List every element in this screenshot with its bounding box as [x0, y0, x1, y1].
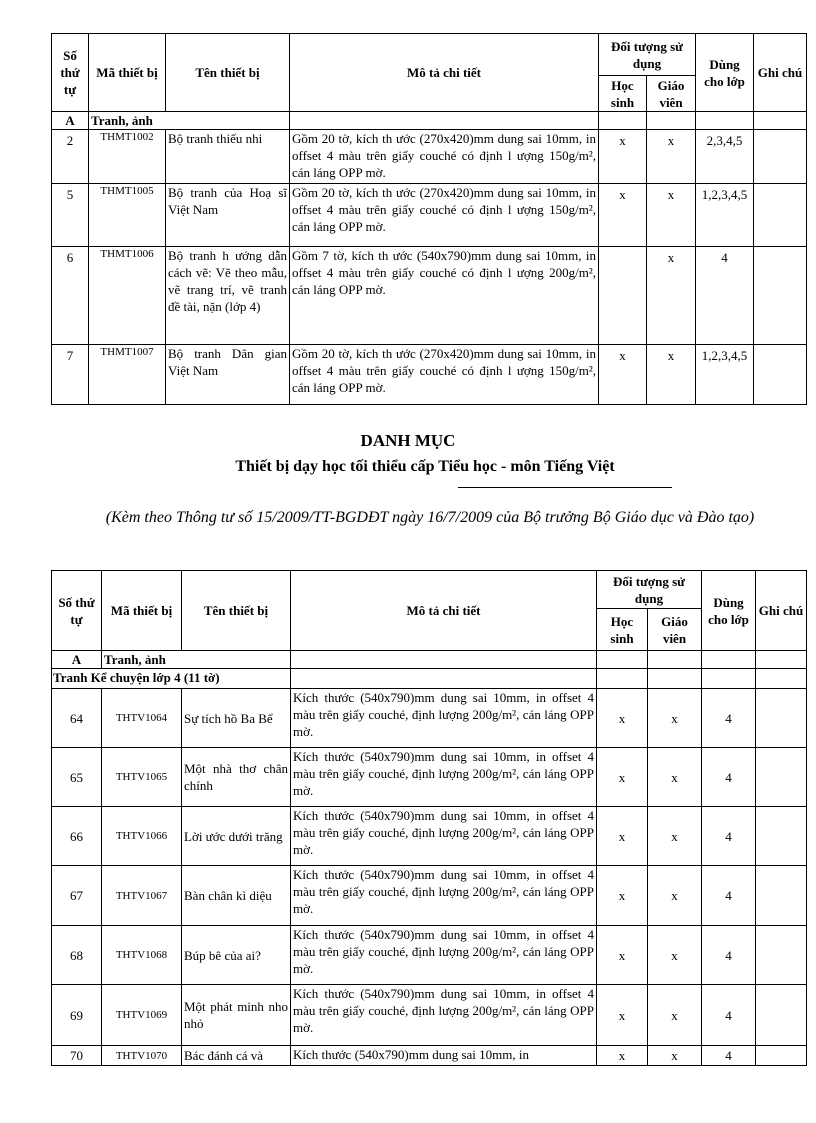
equipment-description: Kích thước (540x790)mm dung sai 10mm, in — [291, 1046, 597, 1066]
row-number: 67 — [52, 866, 102, 926]
equipment-description: Kích thước (540x790)mm dung sai 10mm, in offset 4 màu trên giấy couché, định lượng 200g/m², cán láng OPP mờ. — [291, 748, 597, 807]
header-teacher: Giáo viên — [648, 609, 702, 651]
row-number: 64 — [52, 689, 102, 748]
circular-reference-note: (Kèm theo Thông tư số 15/2009/TT-BGDĐT ngày 16/7/2009 của Bộ trưởng Bộ Giáo dục và Đào tạo) — [105, 509, 755, 526]
note-cell — [756, 807, 807, 866]
teacher-mark: x — [648, 926, 702, 985]
note-cell — [756, 866, 807, 926]
equipment-description: Gồm 7 tờ, kích th ước (540x790)mm dung sai 10mm, in offset 4 màu trên giấy couché có định l ượng 200g/m², cán láng OPP mờ. — [290, 247, 599, 345]
equipment-name: Bác đánh cá và — [182, 1046, 291, 1066]
header-stt: Số thứ tự — [52, 34, 89, 112]
group-row — [52, 669, 807, 689]
header-users: Đối tượng sử dụng — [599, 34, 696, 76]
equipment-code: THTV1069 — [102, 985, 182, 1046]
student-mark: x — [597, 807, 648, 866]
table-row — [52, 247, 807, 345]
equipment-description: Kích thước (540x790)mm dung sai 10mm, in offset 4 màu trên giấy couché, định lượng 200g/m², cán láng OPP mờ. — [291, 866, 597, 926]
table-row — [52, 184, 807, 247]
equipment-code: THTV1066 — [102, 807, 182, 866]
header-desc: Mô tả chi tiết — [290, 34, 599, 112]
equipment-name: Lời ước dưới trăng — [182, 807, 291, 866]
section-letter: A — [52, 112, 89, 130]
equipment-description: Kích thước (540x790)mm dung sai 10mm, in offset 4 màu trên giấy couché, định lượng 200g/m², cán láng OPP mờ. — [291, 926, 597, 985]
title-underline — [458, 487, 672, 488]
grade-level: 4 — [702, 926, 756, 985]
teacher-mark: x — [647, 345, 696, 405]
document-subtitle: Thiết bị dạy học tối thiểu cấp Tiểu học - môn Tiếng Việt — [235, 458, 615, 475]
section-row — [52, 112, 807, 130]
grade-level: 4 — [702, 748, 756, 807]
header-name: Tên thiết bị — [166, 34, 290, 112]
student-mark: x — [597, 926, 648, 985]
grade-level: 1,2,3,4,5 — [696, 184, 754, 247]
student-mark: x — [597, 748, 648, 807]
equipment-name: Bộ tranh của Hoạ sĩ Việt Nam — [166, 184, 290, 247]
row-number: 6 — [52, 247, 89, 345]
table-row — [52, 130, 807, 184]
row-number: 2 — [52, 130, 89, 184]
student-mark: x — [597, 985, 648, 1046]
table-row — [52, 866, 807, 926]
student-mark: x — [597, 689, 648, 748]
row-number: 7 — [52, 345, 89, 405]
teacher-mark: x — [648, 985, 702, 1046]
equipment-description: Gồm 20 tờ, kích th ước (270x420)mm dung sai 10mm, in offset 4 màu trên giấy couché có định l ượng 150g/m², cán láng OPP mờ. — [290, 345, 599, 405]
equipment-code: THMT1006 — [89, 247, 166, 345]
grade-level: 2,3,4,5 — [696, 130, 754, 184]
equipment-code: THTV1070 — [102, 1046, 182, 1066]
note-cell — [756, 748, 807, 807]
header-code: Mã thiết bị — [102, 571, 182, 651]
teacher-mark: x — [648, 807, 702, 866]
note-cell — [754, 130, 807, 184]
header-student: Học sinh — [599, 76, 647, 112]
equipment-code: THMT1002 — [89, 130, 166, 184]
equipment-code: THTV1068 — [102, 926, 182, 985]
teacher-mark: x — [647, 130, 696, 184]
equipment-code: THTV1067 — [102, 866, 182, 926]
group-label: Tranh Kể chuyện lớp 4 (11 tờ) — [52, 669, 291, 689]
teacher-mark: x — [648, 866, 702, 926]
equipment-description: Kích thước (540x790)mm dung sai 10mm, in offset 4 màu trên giấy couché, định lượng 200g/m², cán láng OPP mờ. — [291, 689, 597, 748]
header-note: Ghi chú — [756, 571, 807, 651]
equipment-name: Bộ tranh Dân gian Việt Nam — [166, 345, 290, 405]
header-teacher: Giáo viên — [647, 76, 696, 112]
equipment-table-vietnamese — [51, 570, 807, 1066]
student-mark — [599, 247, 647, 345]
table-row — [52, 1046, 807, 1066]
equipment-name: Một phát minh nho nhỏ — [182, 985, 291, 1046]
grade-level: 4 — [702, 689, 756, 748]
header-student: Học sinh — [597, 609, 648, 651]
table-row — [52, 345, 807, 405]
equipment-table-art — [51, 33, 807, 405]
equipment-name: Sự tích hồ Ba Bể — [182, 689, 291, 748]
equipment-code: THTV1064 — [102, 689, 182, 748]
equipment-code: THTV1065 — [102, 748, 182, 807]
student-mark: x — [597, 866, 648, 926]
equipment-name: Búp bê của ai? — [182, 926, 291, 985]
teacher-mark: x — [648, 1046, 702, 1066]
table-row — [52, 748, 807, 807]
grade-level: 4 — [702, 985, 756, 1046]
row-number: 68 — [52, 926, 102, 985]
equipment-code: THMT1005 — [89, 184, 166, 247]
student-mark: x — [599, 130, 647, 184]
note-cell — [754, 345, 807, 405]
note-cell — [754, 247, 807, 345]
note-cell — [754, 184, 807, 247]
teacher-mark: x — [648, 748, 702, 807]
equipment-description: Kích thước (540x790)mm dung sai 10mm, in offset 4 màu trên giấy couché, định lượng 200g/m², cán láng OPP mờ. — [291, 807, 597, 866]
row-number: 66 — [52, 807, 102, 866]
equipment-description: Kích thước (540x790)mm dung sai 10mm, in offset 4 màu trên giấy couché, định lượng 200g/m², cán láng OPP mờ. — [291, 985, 597, 1046]
section-letter: A — [52, 651, 102, 669]
grade-level: 4 — [702, 1046, 756, 1066]
teacher-mark: x — [648, 689, 702, 748]
equipment-description: Gồm 20 tờ, kích th ước (270x420)mm dung sai 10mm, in offset 4 màu trên giấy couché có định l ượng 150g/m², cán láng OPP mờ. — [290, 130, 599, 184]
teacher-mark: x — [647, 247, 696, 345]
student-mark: x — [599, 345, 647, 405]
header-desc: Mô tả chi tiết — [291, 571, 597, 651]
row-number: 65 — [52, 748, 102, 807]
table-row — [52, 985, 807, 1046]
equipment-name: Một nhà thơ chân chính — [182, 748, 291, 807]
header-grade: Dùng cho lớp — [696, 34, 754, 112]
header-users: Đối tượng sử dụng — [597, 571, 702, 609]
row-number: 69 — [52, 985, 102, 1046]
document-title: DANH MỤC — [360, 431, 456, 450]
section-row — [52, 651, 807, 669]
table-row — [52, 926, 807, 985]
note-cell — [756, 985, 807, 1046]
header-note: Ghi chú — [754, 34, 807, 112]
table-row — [52, 807, 807, 866]
section-label: Tranh, ảnh — [102, 651, 291, 669]
grade-level: 4 — [702, 866, 756, 926]
equipment-code: THMT1007 — [89, 345, 166, 405]
note-cell — [756, 689, 807, 748]
student-mark: x — [599, 184, 647, 247]
row-number: 5 — [52, 184, 89, 247]
student-mark: x — [597, 1046, 648, 1066]
grade-level: 4 — [696, 247, 754, 345]
header-code: Mã thiết bị — [89, 34, 166, 112]
equipment-name: Bộ tranh h ướng dẫn cách vẽ: Vẽ theo mẫu, vẽ trang trí, vẽ tranh đề tài, nặn (lớp 4) — [166, 247, 290, 345]
row-number: 70 — [52, 1046, 102, 1066]
teacher-mark: x — [647, 184, 696, 247]
equipment-name: Bàn chân kì diệu — [182, 866, 291, 926]
equipment-description: Gồm 20 tờ, kích th ước (270x420)mm dung sai 10mm, in offset 4 màu trên giấy couché có định l ượng 150g/m², cán láng OPP mờ. — [290, 184, 599, 247]
table-row — [52, 689, 807, 748]
grade-level: 1,2,3,4,5 — [696, 345, 754, 405]
grade-level: 4 — [702, 807, 756, 866]
header-name: Tên thiết bị — [182, 571, 291, 651]
section-label: Tranh, ảnh — [89, 112, 290, 130]
note-cell — [756, 926, 807, 985]
header-grade: Dùng cho lớp — [702, 571, 756, 651]
header-stt: Số thứ tự — [52, 571, 102, 651]
note-cell — [756, 1046, 807, 1066]
equipment-name: Bộ tranh thiếu nhi — [166, 130, 290, 184]
